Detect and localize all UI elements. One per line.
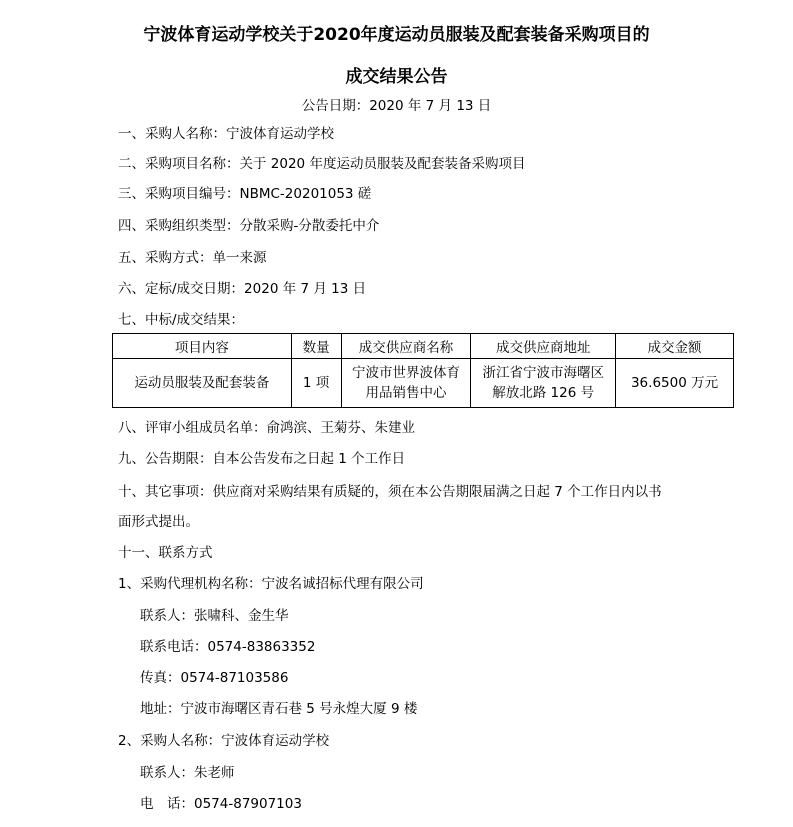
agency-contact: 联系人：张啸科、金生华: [140, 608, 289, 624]
item-method: 五、采购方式：单一来源: [118, 250, 267, 266]
item-contact-title: 十一、联系方式: [118, 545, 213, 561]
cell-amount: 36.6500 万元: [616, 359, 734, 408]
item-org-type: 四、采购组织类型：分散采购-分散委托中介: [118, 218, 380, 234]
cell-supplier-line2: 用品销售中心: [365, 385, 447, 401]
cell-qty: 1 项: [291, 359, 341, 408]
item-project-name: 二、采购项目名称：关于 2020 年度运动员服装及配套装备采购项目: [118, 156, 526, 172]
announce-date: 公告日期：2020 年 7 月 13 日: [301, 98, 492, 114]
table-header-cell: 成交金额: [616, 334, 734, 359]
buyer-contact-person: 联系人：朱老师: [140, 765, 235, 781]
cell-supplier: [341, 359, 471, 408]
table-header-row: [113, 334, 734, 359]
table-header-cell: 数量: [291, 334, 341, 359]
doc-title-line2: 成交结果公告: [345, 67, 448, 87]
agency-phone: 联系电话：0574-83863352: [140, 639, 316, 655]
item-deal-date: 六、定标/成交日期：2020 年 7 月 13 日: [118, 281, 367, 297]
table-header-cell: 项目内容: [113, 334, 292, 359]
cell-address-line2: 解放北路 126 号: [492, 385, 595, 401]
cell-address: [471, 359, 616, 408]
agency-address: 地址：宁波市海曙区青石巷 5 号永煌大厦 9 楼: [140, 701, 418, 717]
item-period: 九、公告期限：自本公告发布之日起 1 个工作日: [118, 451, 406, 467]
item-result-title: 七、中标/成交结果：: [118, 312, 245, 328]
cell-content: 运动员服装及配套装备: [113, 359, 292, 408]
item-other-line1: 十、其它事项：供应商对采购结果有质疑的，须在本公告期限届满之日起 7 个工作日内以书: [118, 484, 662, 500]
buyer-contact-name: 2、采购人名称：宁波体育运动学校: [118, 733, 330, 749]
doc-title-line1: 宁波体育运动学校关于2020年度运动员服装及配套装备采购项目的: [143, 25, 650, 45]
table-row: [113, 359, 734, 408]
item-panel: 八、评审小组成员名单：俞鸿滨、王菊芬、朱建业: [118, 420, 415, 436]
table-header-cell: 成交供应商名称: [341, 334, 471, 359]
cell-supplier-line1: 宁波市世界波体育: [351, 365, 460, 381]
agency-fax: 传真：0574-87103586: [140, 670, 289, 686]
table-header-cell: 成交供应商地址: [471, 334, 616, 359]
result-table: [112, 333, 734, 408]
item-project-no: 三、采购项目编号：NBMC-20201053 磋: [118, 186, 372, 202]
agency-name: 1、采购代理机构名称：宁波名诚招标代理有限公司: [118, 576, 424, 592]
cell-address-line1: 浙江省宁波市海曙区: [482, 365, 604, 381]
buyer-contact-phone: 电 话：0574-87907103: [140, 796, 302, 812]
item-other-line2: 面形式提出。: [118, 514, 199, 530]
item-buyer: 一、采购人名称：宁波体育运动学校: [118, 126, 334, 142]
